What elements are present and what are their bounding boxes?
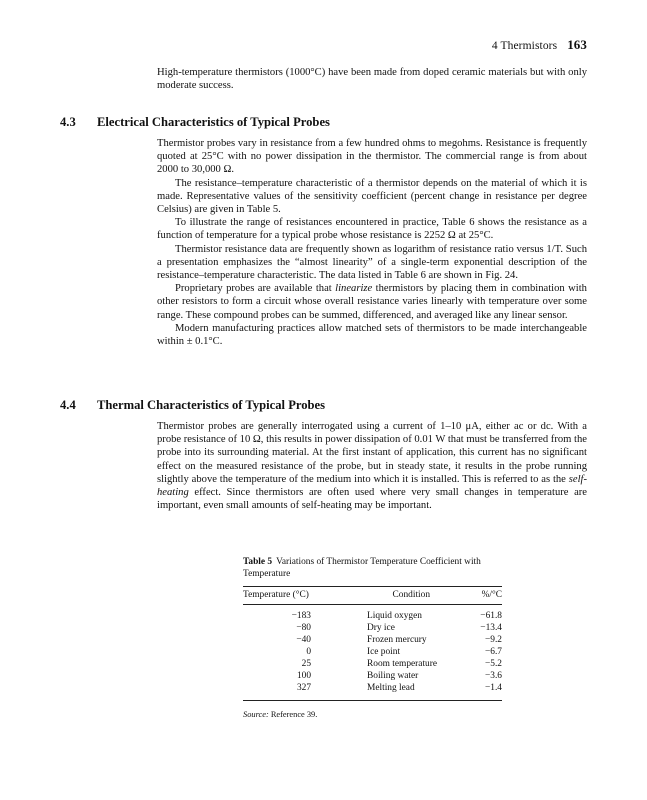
- section-body-4-4: [157, 420, 587, 512]
- cell-temperature: 0: [306, 647, 311, 658]
- paragraph: Thermistor probes vary in resistance from a few hundred ohms to megohms. Resistance is frequently quoted at 25°C with no power dissipation in the thermistor. The commercial range is from about 2000 to 30,000 Ω.: [157, 138, 587, 176]
- cell-percent: −13.4: [480, 623, 502, 634]
- column-header-temperature: Temperature (°C): [243, 587, 351, 605]
- paragraph-self-heating: [157, 420, 587, 512]
- section-body-4-3: [157, 137, 587, 348]
- table-5: [243, 557, 502, 719]
- table-row: [243, 634, 502, 646]
- cell-condition: Frozen mercury: [367, 635, 427, 646]
- cell-percent: −1.4: [472, 682, 502, 701]
- cell-condition: Liquid oxygen: [367, 611, 422, 622]
- source-label: Source:: [243, 710, 269, 720]
- chapter-label: 4 Thermistors: [491, 40, 558, 52]
- paragraph: Thermistor resistance data are frequently shown as logarithm of resistance ratio versus 1/T. Such a presentation emphasizes the “almost linearity” of a single-term exponential description of the resistance–temperature characteristic. The data listed in Table 6 are shown in Fig. 24.: [157, 243, 587, 282]
- table-row: [243, 605, 502, 623]
- text-run: thermistors by placing them in combination with other resistors to form a circuit whose overall resistance varies linearly with temperature over some range. These compound probes can be summed, differenced, and averaged like any linear sensor.: [157, 283, 587, 321]
- cell-temperature: 327: [243, 682, 351, 701]
- text-run: Thermistor probes are generally interrogated using a current of 1–10 μA, either ac or dc. With a probe resistance of 10 Ω, this results in power dissipation of 0.01 W that must be transferred from the probe into its surrounding material. At the first instant of application, this current has no significant effect on the measured resistance of the probe, but in steady state, it results in the probe running slightly above the temperature of the medium into which it is installed. This is referred to as the: [157, 421, 587, 485]
- cell-condition: Dry ice: [367, 623, 395, 634]
- section-number: 4.4: [60, 398, 76, 412]
- section-title: Thermal Characteristics of Typical Probes: [97, 398, 326, 412]
- cell-percent: −61.8: [480, 611, 502, 622]
- text-run: effect. Since thermistors are often used where very small changes in temperature are important, even small amounts of self-heating may be important.: [157, 487, 587, 512]
- intro-paragraph: [157, 66, 587, 92]
- section-number: 4.3: [60, 115, 76, 129]
- column-header-condition: Condition: [351, 587, 472, 605]
- running-header: [492, 37, 587, 53]
- paragraph-linearize: [157, 282, 587, 322]
- cell-temperature: 25: [301, 659, 311, 670]
- emphasis-linearize: linearize: [335, 283, 373, 295]
- paragraph: To illustrate the range of resistances encountered in practice, Table 6 shows the resistance as a function of temperature for a typical probe whose resistance is 2252 Ω at 25°C.: [157, 217, 587, 242]
- data-table: [243, 586, 502, 701]
- table-caption: [243, 557, 502, 580]
- cell-percent: −3.6: [484, 671, 502, 682]
- cell-temperature: −183: [291, 611, 311, 622]
- section-heading-4-3: [60, 115, 330, 130]
- cell-percent: −9.2: [484, 635, 502, 646]
- paragraph: The resistance–temperature characteristic of a thermistor depends on the material of which it is made. Representative values of the sensitivity coefficient (percent change in resistance per degree Celsius) are given in Table 5.: [157, 177, 587, 216]
- table-caption-text: Variations of Thermistor Temperature Coefficient with Temperature: [243, 557, 481, 579]
- paragraph: Modern manufacturing practices allow matched sets of thermistors to be made interchangeable within ± 0.1°C.: [157, 322, 587, 348]
- page-number: 163: [567, 37, 587, 52]
- cell-condition: Melting lead: [351, 682, 472, 701]
- table-row: [243, 682, 502, 701]
- cell-condition: Boiling water: [367, 671, 419, 682]
- table-row: [243, 658, 502, 670]
- intro-text: High-temperature thermistors (1000°C) have been made from doped ceramic materials but with only moderate success.: [157, 67, 587, 92]
- cell-percent: −6.7: [484, 647, 502, 658]
- cell-condition: Room temperature: [367, 659, 438, 670]
- column-header-percent: %/°C: [472, 587, 502, 605]
- cell-temperature: −40: [296, 635, 311, 646]
- cell-condition: Ice point: [367, 647, 401, 658]
- table-row: [243, 622, 502, 634]
- emphasis-self-heating: self-heating: [157, 473, 587, 499]
- text-run: Proprietary probes are available that: [175, 283, 336, 295]
- cell-temperature: −80: [296, 623, 311, 634]
- source-text: Reference 39.: [268, 710, 318, 720]
- table-header-row: [243, 587, 502, 605]
- section-heading-4-4: [60, 398, 325, 413]
- cell-percent: −5.2: [484, 659, 502, 670]
- table-row: [243, 670, 502, 682]
- cell-temperature: 100: [296, 671, 311, 682]
- table-label: Table 5: [243, 557, 273, 567]
- section-title: Electrical Characteristics of Typical Probes: [97, 115, 330, 129]
- table-source: [243, 710, 502, 719]
- table-row: [243, 646, 502, 658]
